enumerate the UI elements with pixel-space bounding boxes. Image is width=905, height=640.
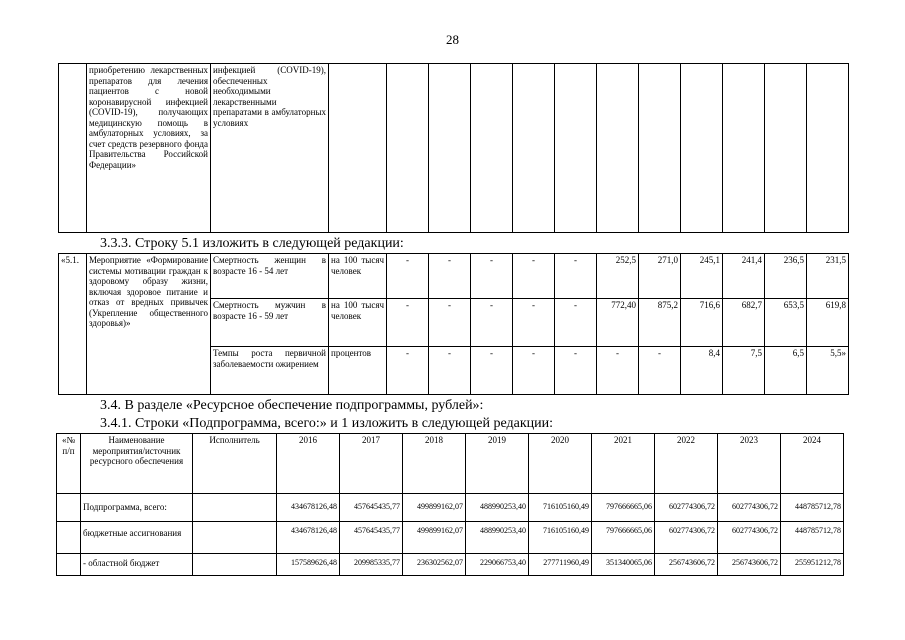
value-cell: 6,5 <box>765 347 807 395</box>
value-cell: 619,8 <box>807 299 849 347</box>
header-year: 2016 <box>277 434 340 494</box>
value-cell: - <box>429 254 471 299</box>
value-cell: 716105160,49 <box>529 494 592 522</box>
value-cell: 8,4 <box>681 347 723 395</box>
value-cell: 157589626,48 <box>277 554 340 576</box>
value-cell: 488990253,40 <box>466 522 529 554</box>
value-cell: 457645435,77 <box>340 494 403 522</box>
value-cell: 448785712,78 <box>781 522 844 554</box>
value-cell: - <box>471 299 513 347</box>
value-cell: - <box>555 299 597 347</box>
row-number: «5.1. <box>59 254 87 395</box>
value-cell: 716105160,49 <box>529 522 592 554</box>
heading-3-4-1: 3.4.1. Строки «Подпрограмма, всего:» и 1 изложить в следующей редакции: <box>100 416 554 431</box>
value-cell: 271,0 <box>639 254 681 299</box>
header-year: 2024 <box>781 434 844 494</box>
row-name: Подпрограмма, всего: <box>81 494 193 522</box>
value-cell: - <box>429 299 471 347</box>
value-cell: 252,5 <box>597 254 639 299</box>
value-cell: 277711960,49 <box>529 554 592 576</box>
indicator-name: Смертность женщин в возрасте 16 - 54 лет <box>211 254 329 299</box>
indicator-name: Темпы роста первичной заболеваемости ожирением <box>211 347 329 395</box>
table-row <box>57 554 844 576</box>
row-name: бюджетные ассигнования <box>81 522 193 554</box>
value-cell: 653,5 <box>765 299 807 347</box>
continuation-table <box>58 63 849 233</box>
value-cell: - <box>429 347 471 395</box>
value-cell: - <box>639 347 681 395</box>
value-cell: - <box>387 347 429 395</box>
value-cell: 7,5 <box>723 347 765 395</box>
value-cell: - <box>555 254 597 299</box>
value-cell: 236302562,07 <box>403 554 466 576</box>
value-cell: 256743606,72 <box>718 554 781 576</box>
unit: на 100 тысяч человек <box>329 299 387 347</box>
value-cell: 875,2 <box>639 299 681 347</box>
value-cell: 5,5» <box>807 347 849 395</box>
value-cell: 256743606,72 <box>655 554 718 576</box>
header-executor: Исполнитель <box>193 434 277 494</box>
value-cell: 457645435,77 <box>340 522 403 554</box>
table-header-row <box>57 434 844 494</box>
value-cell: 682,7 <box>723 299 765 347</box>
value-cell: 499899162,07 <box>403 522 466 554</box>
value-cell: 434678126,48 <box>277 522 340 554</box>
value-cell: - <box>597 347 639 395</box>
header-year: 2019 <box>466 434 529 494</box>
value-cell: 488990253,40 <box>466 494 529 522</box>
value-cell: - <box>471 347 513 395</box>
value-cell: 797666665,06 <box>592 494 655 522</box>
value-cell: 602774306,72 <box>655 522 718 554</box>
value-cell: - <box>387 299 429 347</box>
value-cell: - <box>513 299 555 347</box>
value-cell: - <box>555 347 597 395</box>
table-row <box>59 254 849 299</box>
unit: на 100 тысяч человек <box>329 254 387 299</box>
value-cell: 241,4 <box>723 254 765 299</box>
value-cell: - <box>387 254 429 299</box>
heading-3-4: 3.4. В разделе «Ресурсное обеспечение подпрограммы, рублей»: <box>100 398 484 413</box>
heading-3-3-3: 3.3.3. Строку 5.1 изложить в следующей редакции: <box>100 236 404 251</box>
header-year: 2020 <box>529 434 592 494</box>
header-year: 2017 <box>340 434 403 494</box>
indicator-name: Смертность мужчин в возрасте 16 - 59 лет <box>211 299 329 347</box>
value-cell: 448785712,78 <box>781 494 844 522</box>
header-year: 2023 <box>718 434 781 494</box>
value-cell: 602774306,72 <box>718 522 781 554</box>
unit: процентов <box>329 347 387 395</box>
row-5-1-table <box>58 253 849 395</box>
indicator-cell: инфекцией (COVID-19), обеспеченных необходимыми лекарственными препаратами в амбулаторных условиях <box>211 64 329 233</box>
value-cell: - <box>513 347 555 395</box>
page-number: 28 <box>446 32 459 47</box>
value-cell: 255951212,78 <box>781 554 844 576</box>
header-num: «№ п/п <box>57 434 81 494</box>
value-cell: 434678126,48 <box>277 494 340 522</box>
table-row <box>57 494 844 522</box>
value-cell: 797666665,06 <box>592 522 655 554</box>
event-name: Мероприятие «Формирование системы мотивации граждан к здоровому образу жизни, включая здоровое питание и отказ от вредных привычек (Укрепление общественного здоровья)» <box>87 254 211 395</box>
value-cell: 236,5 <box>765 254 807 299</box>
value-cell: 499899162,07 <box>403 494 466 522</box>
event-description-cell: приобретению лекарственных препаратов для лечения пациентов с новой коронавирусной инфекцией (COVID-19), получающих медицинскую помощь в амбулаторных условиях, за счет средств резервного фонда Правительства Российской Федерации» <box>87 64 211 233</box>
value-cell: 602774306,72 <box>718 494 781 522</box>
value-cell: 351340065,06 <box>592 554 655 576</box>
header-year: 2022 <box>655 434 718 494</box>
resource-table <box>56 433 844 576</box>
value-cell: 602774306,72 <box>655 494 718 522</box>
value-cell: 772,40 <box>597 299 639 347</box>
value-cell: 229066753,40 <box>466 554 529 576</box>
table-row <box>57 522 844 554</box>
header-year: 2021 <box>592 434 655 494</box>
value-cell: 209985335,77 <box>340 554 403 576</box>
header-year: 2018 <box>403 434 466 494</box>
value-cell: - <box>513 254 555 299</box>
header-name: Наименование мероприятия/источник ресурсного обеспечения <box>81 434 193 494</box>
row-name: - областной бюджет <box>81 554 193 576</box>
table-row <box>59 64 849 233</box>
value-cell: 245,1 <box>681 254 723 299</box>
value-cell: 231,5 <box>807 254 849 299</box>
value-cell: - <box>471 254 513 299</box>
value-cell: 716,6 <box>681 299 723 347</box>
